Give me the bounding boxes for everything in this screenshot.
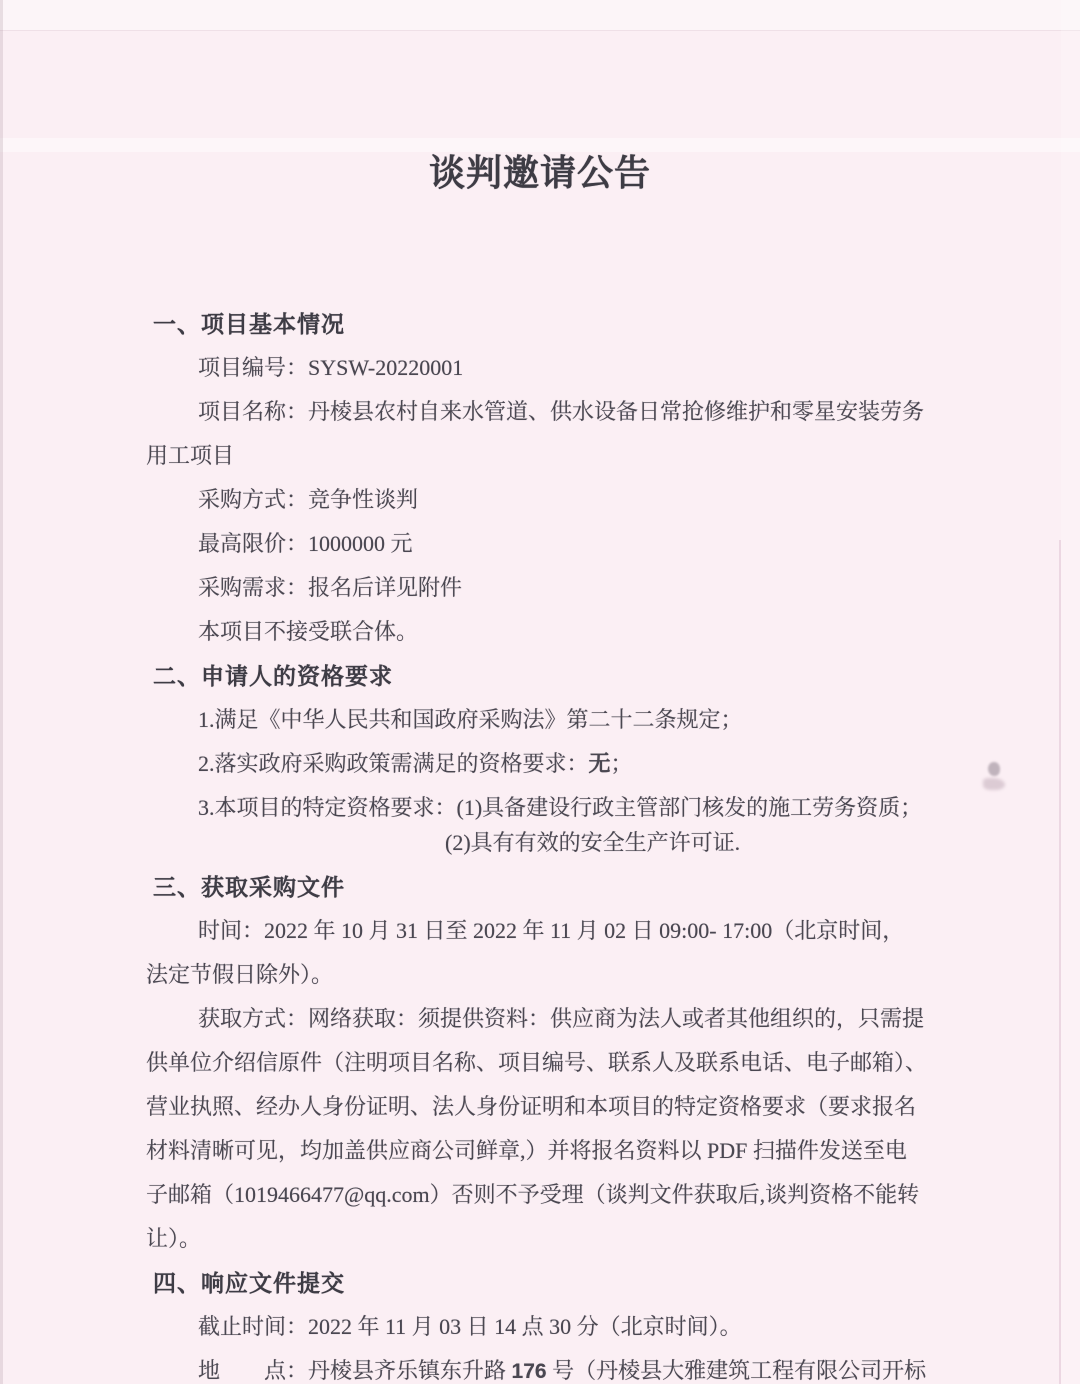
text-segment: 用工项目 bbox=[146, 443, 235, 468]
text-segment: 最高限价：1000000 元 bbox=[198, 531, 413, 556]
text-segment: 一、项目基本情况 bbox=[153, 311, 345, 337]
text-line bbox=[198, 909, 1080, 953]
text-line bbox=[146, 1129, 1080, 1173]
text-line bbox=[198, 742, 1080, 786]
text-segment: (2)具有有效的安全生产许可证. bbox=[445, 830, 741, 855]
text-segment: 项目名称：丹棱县农村自来水管道、供水设备日常抢修维护和零星安装劳务 bbox=[198, 399, 925, 424]
text-segment: 2.落实政府采购政策需满足的资格要求： bbox=[198, 751, 589, 776]
text-segment: 176 bbox=[511, 1360, 547, 1383]
text-line bbox=[198, 390, 1080, 434]
text-line bbox=[146, 953, 1080, 997]
scan-stripe-top-artifact bbox=[0, 0, 1080, 31]
document-title: 谈判邀请公告 bbox=[428, 152, 651, 193]
text-segment: 地 点：丹棱县齐乐镇东升路 bbox=[198, 1358, 512, 1383]
text-line bbox=[146, 1041, 1080, 1085]
text-line bbox=[198, 346, 1080, 390]
text-segment: 本项目不接受联合体。 bbox=[198, 619, 419, 644]
text-segment: 号（丹棱县大雅建筑工程有限公司开标 bbox=[546, 1358, 927, 1383]
text-segment: 二、申请人的资格要求 bbox=[153, 663, 393, 689]
scan-stripe-artifact bbox=[0, 138, 1080, 152]
text-segment: 让）。 bbox=[146, 1226, 202, 1251]
section-heading bbox=[153, 1261, 1080, 1305]
text-segment: 采购需求：报名后详见附件 bbox=[198, 575, 463, 600]
section-heading bbox=[153, 865, 1080, 909]
text-segment: 3.本项目的特定资格要求：(1)具备建设行政主管部门核发的施工劳务资质； bbox=[198, 795, 923, 820]
text-line bbox=[198, 566, 1080, 610]
text-segment: 供单位介绍信原件（注明项目名称、项目编号、联系人及联系电话、电子邮箱）、 bbox=[146, 1050, 928, 1075]
text-segment: 子邮箱（1019466477@qq.com）否则不予受理（谈判文件获取后,谈判资格不能转 bbox=[146, 1182, 920, 1207]
text-line bbox=[146, 1217, 1080, 1261]
text-line bbox=[146, 434, 1080, 478]
text-line bbox=[146, 1085, 1080, 1129]
text-segment: 营业执照、经办人身份证明、法人身份证明和本项目的特定资格要求（要求报名 bbox=[146, 1094, 917, 1119]
text-segment: 1.满足《中华人民共和国政府采购法》第二十二条规定； bbox=[198, 707, 743, 732]
text-segment: 三、获取采购文件 bbox=[153, 874, 345, 900]
text-segment: 项目编号：SYSW-20220001 bbox=[198, 355, 464, 380]
text-line bbox=[198, 1305, 1080, 1349]
text-line bbox=[445, 821, 1080, 865]
text-segment: 时间：2022 年 10 月 31 日至 2022 年 11 月 02 日 09:00- 17:00（北京时间， bbox=[198, 918, 905, 943]
text-line bbox=[198, 478, 1080, 522]
text-line bbox=[198, 698, 1080, 742]
section-heading bbox=[153, 654, 1080, 698]
text-segment: ； bbox=[610, 751, 633, 776]
text-line bbox=[146, 1173, 1080, 1217]
text-line bbox=[198, 610, 1080, 654]
text-segment: 采购方式：竞争性谈判 bbox=[198, 487, 419, 512]
document-body bbox=[0, 302, 1080, 1384]
text-segment: 法定节假日除外）。 bbox=[146, 962, 334, 987]
section-heading bbox=[153, 302, 1080, 346]
text-segment: 四、响应文件提交 bbox=[153, 1270, 345, 1296]
text-segment: 获取方式：网络获取：须提供资料：供应商为法人或者其他组织的，只需提 bbox=[198, 1006, 925, 1031]
text-line bbox=[198, 997, 1080, 1041]
text-segment: 材料清晰可见，均加盖供应商公司鲜章,）并将报名资料以 PDF 扫描件发送至电 bbox=[146, 1138, 907, 1163]
text-segment: 无 bbox=[588, 751, 611, 776]
text-line bbox=[198, 522, 1080, 566]
text-segment: 截止时间：2022 年 11 月 03 日 14 点 30 分（北京时间）。 bbox=[198, 1314, 742, 1339]
text-line bbox=[198, 1349, 1080, 1384]
